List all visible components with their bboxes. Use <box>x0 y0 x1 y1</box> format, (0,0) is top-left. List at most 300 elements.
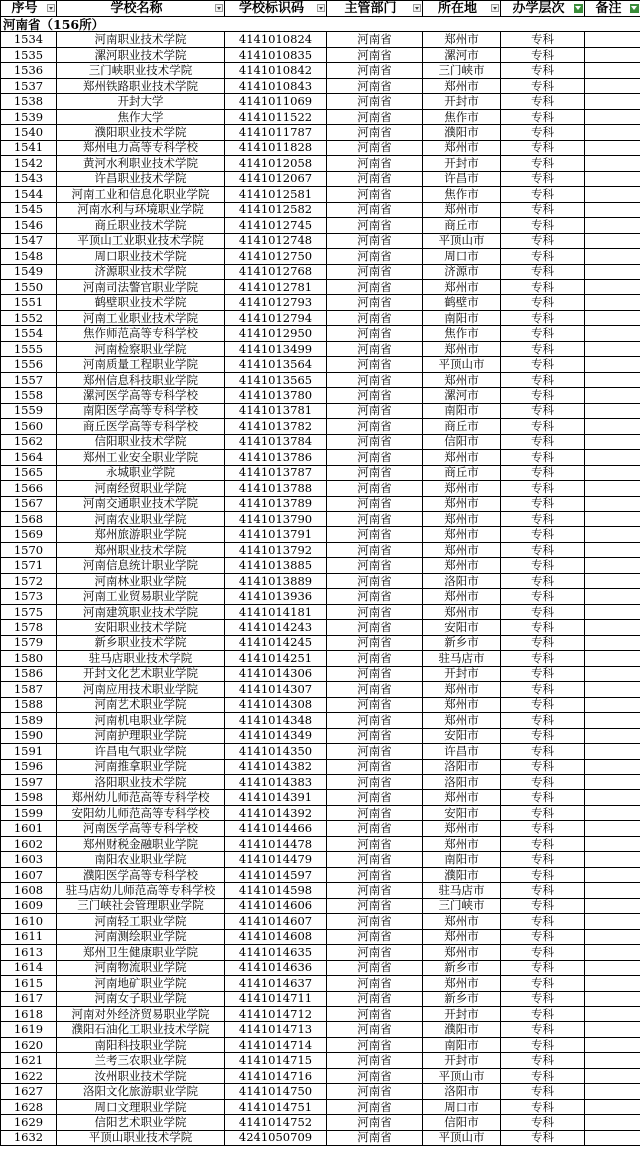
cell-seq: 1569 <box>1 527 57 542</box>
cell-location: 安阳市 <box>423 728 501 743</box>
table-row <box>1 341 640 356</box>
cell-level: 专科 <box>501 140 585 155</box>
cell-school-name: 河南农业职业学院 <box>57 512 225 527</box>
table-row <box>1 465 640 480</box>
cell-school-code: 4141014243 <box>225 620 327 635</box>
cell-school-name: 信阳职业技术学院 <box>57 434 225 449</box>
cell-seq: 1540 <box>1 125 57 140</box>
cell-location: 郑州市 <box>423 32 501 47</box>
cell-school-name: 河南女子职业学院 <box>57 991 225 1006</box>
cell-level: 专科 <box>501 976 585 991</box>
table-row <box>1 481 640 496</box>
cell-school-code: 4141014607 <box>225 914 327 929</box>
group-row <box>1 17 640 32</box>
table-body <box>1 17 640 1146</box>
cell-remark <box>585 821 640 836</box>
table-row <box>1 821 640 836</box>
cell-remark <box>585 1053 640 1068</box>
cell-location: 驻马店市 <box>423 883 501 898</box>
cell-remark <box>585 481 640 496</box>
cell-location: 郑州市 <box>423 945 501 960</box>
cell-remark <box>585 728 640 743</box>
cell-school-code: 4141011828 <box>225 140 327 155</box>
cell-location: 郑州市 <box>423 682 501 697</box>
cell-authority: 河南省 <box>327 883 423 898</box>
cell-school-name: 河南机电职业学院 <box>57 713 225 728</box>
cell-location: 濮阳市 <box>423 1022 501 1037</box>
table-row <box>1 682 640 697</box>
cell-remark <box>585 759 640 774</box>
cell-school-code: 4141013786 <box>225 450 327 465</box>
cell-school-code: 4141013784 <box>225 434 327 449</box>
header-row <box>1 1 640 17</box>
cell-level: 专科 <box>501 47 585 62</box>
cell-authority: 河南省 <box>327 635 423 650</box>
cell-remark <box>585 573 640 588</box>
cell-school-name: 河南信息统计职业学院 <box>57 558 225 573</box>
cell-school-code: 4141014712 <box>225 1007 327 1022</box>
table-row <box>1 1130 640 1145</box>
cell-authority: 河南省 <box>327 249 423 264</box>
cell-level: 专科 <box>501 156 585 171</box>
cell-authority: 河南省 <box>327 125 423 140</box>
cell-seq: 1535 <box>1 47 57 62</box>
cell-school-code: 4141014637 <box>225 976 327 991</box>
cell-seq: 1599 <box>1 805 57 820</box>
table-row <box>1 264 640 279</box>
cell-seq: 1611 <box>1 929 57 944</box>
cell-authority: 河南省 <box>327 326 423 341</box>
header-level-label: 办学层次 <box>512 1 565 16</box>
cell-level: 专科 <box>501 419 585 434</box>
table-row <box>1 1007 640 1022</box>
cell-school-name: 许昌电气职业学院 <box>57 744 225 759</box>
cell-authority: 河南省 <box>327 914 423 929</box>
table-row <box>1 836 640 851</box>
cell-school-code: 4141014251 <box>225 651 327 666</box>
cell-seq: 1554 <box>1 326 57 341</box>
cell-authority: 河南省 <box>327 1130 423 1145</box>
cell-remark <box>585 279 640 294</box>
cell-level: 专科 <box>501 233 585 248</box>
cell-school-name: 濮阳职业技术学院 <box>57 125 225 140</box>
cell-school-name: 河南工业职业技术学院 <box>57 310 225 325</box>
cell-school-name: 河南检察职业学院 <box>57 341 225 356</box>
cell-authority: 河南省 <box>327 821 423 836</box>
cell-school-name: 漯河医学高等专科学校 <box>57 388 225 403</box>
table-row <box>1 202 640 217</box>
cell-seq: 1557 <box>1 372 57 387</box>
cell-seq: 1608 <box>1 883 57 898</box>
filter-dropdown-icon[interactable] <box>47 4 55 12</box>
table-row <box>1 883 640 898</box>
cell-location: 商丘市 <box>423 419 501 434</box>
cell-location: 安阳市 <box>423 620 501 635</box>
cell-remark <box>585 140 640 155</box>
cell-school-code: 4141013885 <box>225 558 327 573</box>
cell-school-name: 河南质量工程职业学院 <box>57 357 225 372</box>
table-row <box>1 279 640 294</box>
cell-remark <box>585 372 640 387</box>
cell-school-name: 郑州工业安全职业学院 <box>57 450 225 465</box>
cell-level: 专科 <box>501 914 585 929</box>
cell-school-name: 汝州职业技术学院 <box>57 1068 225 1083</box>
cell-remark <box>585 527 640 542</box>
filter-dropdown-icon[interactable] <box>491 4 499 12</box>
cell-remark <box>585 496 640 511</box>
cell-location: 济源市 <box>423 264 501 279</box>
cell-location: 平顶山市 <box>423 1068 501 1083</box>
cell-location: 郑州市 <box>423 78 501 93</box>
cell-location: 郑州市 <box>423 914 501 929</box>
cell-school-name: 河南艺术职业学院 <box>57 697 225 712</box>
cell-authority: 河南省 <box>327 960 423 975</box>
table-row <box>1 1037 640 1052</box>
cell-school-name: 焦作大学 <box>57 109 225 124</box>
cell-authority: 河南省 <box>327 310 423 325</box>
cell-school-code: 4141013780 <box>225 388 327 403</box>
cell-school-code: 4141014606 <box>225 898 327 913</box>
cell-location: 平顶山市 <box>423 1130 501 1145</box>
header-authority-label: 主管部门 <box>344 1 397 16</box>
table-row <box>1 929 640 944</box>
cell-seq: 1549 <box>1 264 57 279</box>
cell-remark <box>585 976 640 991</box>
table-row <box>1 666 640 681</box>
cell-school-name: 郑州铁路职业技术学院 <box>57 78 225 93</box>
cell-seq: 1590 <box>1 728 57 743</box>
cell-location: 南阳市 <box>423 1037 501 1052</box>
cell-authority: 河南省 <box>327 171 423 186</box>
cell-authority: 河南省 <box>327 620 423 635</box>
cell-school-code: 4141013936 <box>225 589 327 604</box>
cell-authority: 河南省 <box>327 542 423 557</box>
cell-level: 专科 <box>501 867 585 882</box>
cell-remark <box>585 1084 640 1099</box>
cell-authority: 河南省 <box>327 805 423 820</box>
cell-school-code: 4141012745 <box>225 218 327 233</box>
group-label: 河南省（156所） <box>1 17 640 32</box>
table-row <box>1 620 640 635</box>
cell-authority: 河南省 <box>327 419 423 434</box>
cell-seq: 1580 <box>1 651 57 666</box>
cell-authority: 河南省 <box>327 372 423 387</box>
table-row <box>1 991 640 1006</box>
filter-dropdown-icon[interactable] <box>413 4 421 12</box>
table-row <box>1 651 640 666</box>
cell-location: 郑州市 <box>423 697 501 712</box>
cell-school-name: 河南推拿职业学院 <box>57 759 225 774</box>
cell-remark <box>585 898 640 913</box>
table-row <box>1 47 640 62</box>
table-row <box>1 867 640 882</box>
cell-school-name: 河南工业和信息化职业学院 <box>57 187 225 202</box>
cell-location: 洛阳市 <box>423 1084 501 1099</box>
cell-school-code: 4141012950 <box>225 326 327 341</box>
cell-seq: 1588 <box>1 697 57 712</box>
cell-remark <box>585 620 640 635</box>
cell-remark <box>585 852 640 867</box>
cell-seq: 1550 <box>1 279 57 294</box>
cell-location: 平顶山市 <box>423 233 501 248</box>
cell-remark <box>585 218 640 233</box>
cell-remark <box>585 1022 640 1037</box>
cell-level: 专科 <box>501 357 585 372</box>
cell-level: 专科 <box>501 1007 585 1022</box>
cell-level: 专科 <box>501 697 585 712</box>
cell-authority: 河南省 <box>327 434 423 449</box>
cell-school-name: 洛阳文化旅游职业学院 <box>57 1084 225 1099</box>
cell-authority: 河南省 <box>327 218 423 233</box>
cell-level: 专科 <box>501 512 585 527</box>
cell-location: 郑州市 <box>423 527 501 542</box>
table-row <box>1 372 640 387</box>
cell-remark <box>585 713 640 728</box>
cell-school-name: 河南工业贸易职业学院 <box>57 589 225 604</box>
cell-school-name: 郑州电力高等专科学校 <box>57 140 225 155</box>
filter-dropdown-icon[interactable] <box>215 4 223 12</box>
cell-level: 专科 <box>501 249 585 264</box>
cell-location: 郑州市 <box>423 202 501 217</box>
cell-school-code: 4141013792 <box>225 542 327 557</box>
cell-school-name: 河南测绘职业学院 <box>57 929 225 944</box>
cell-seq: 1589 <box>1 713 57 728</box>
cell-school-code: 4141012748 <box>225 233 327 248</box>
cell-authority: 河南省 <box>327 1007 423 1022</box>
cell-remark <box>585 651 640 666</box>
table-row <box>1 357 640 372</box>
filter-active-icon[interactable] <box>574 4 583 13</box>
cell-seq: 1548 <box>1 249 57 264</box>
cell-location: 平顶山市 <box>423 357 501 372</box>
cell-remark <box>585 388 640 403</box>
cell-authority: 河南省 <box>327 279 423 294</box>
cell-school-code: 4141014750 <box>225 1084 327 1099</box>
cell-school-code: 4141012793 <box>225 295 327 310</box>
cell-level: 专科 <box>501 171 585 186</box>
cell-location: 安阳市 <box>423 805 501 820</box>
table-row <box>1 976 640 991</box>
table-row <box>1 1022 640 1037</box>
cell-authority: 河南省 <box>327 202 423 217</box>
cell-school-code: 4141014382 <box>225 759 327 774</box>
cell-location: 郑州市 <box>423 450 501 465</box>
cell-location: 郑州市 <box>423 372 501 387</box>
cell-level: 专科 <box>501 496 585 511</box>
cell-level: 专科 <box>501 1084 585 1099</box>
cell-remark <box>585 109 640 124</box>
cell-authority: 河南省 <box>327 558 423 573</box>
cell-school-code: 4141014636 <box>225 960 327 975</box>
header-school-name <box>57 1 225 17</box>
cell-authority: 河南省 <box>327 47 423 62</box>
cell-level: 专科 <box>501 1115 585 1130</box>
cell-school-code: 4141011069 <box>225 94 327 109</box>
cell-authority: 河南省 <box>327 341 423 356</box>
table-row <box>1 604 640 619</box>
cell-level: 专科 <box>501 1099 585 1114</box>
cell-remark <box>585 357 640 372</box>
cell-school-code: 4141012768 <box>225 264 327 279</box>
table-row <box>1 527 640 542</box>
cell-seq: 1610 <box>1 914 57 929</box>
cell-remark <box>585 450 640 465</box>
cell-authority: 河南省 <box>327 496 423 511</box>
cell-location: 郑州市 <box>423 713 501 728</box>
cell-school-name: 平顶山工业职业技术学院 <box>57 233 225 248</box>
cell-remark <box>585 326 640 341</box>
cell-remark <box>585 47 640 62</box>
cell-level: 专科 <box>501 1053 585 1068</box>
cell-authority: 河南省 <box>327 1099 423 1114</box>
cell-seq: 1619 <box>1 1022 57 1037</box>
cell-authority: 河南省 <box>327 790 423 805</box>
cell-school-name: 商丘职业技术学院 <box>57 218 225 233</box>
table-row <box>1 32 640 47</box>
cell-level: 专科 <box>501 1068 585 1083</box>
cell-location: 郑州市 <box>423 929 501 944</box>
cell-school-name: 河南职业技术学院 <box>57 32 225 47</box>
table-row <box>1 914 640 929</box>
header-level <box>501 1 585 17</box>
table-row <box>1 63 640 78</box>
table-row <box>1 388 640 403</box>
cell-seq: 1586 <box>1 666 57 681</box>
cell-location: 郑州市 <box>423 279 501 294</box>
cell-level: 专科 <box>501 558 585 573</box>
cell-school-code: 4141013789 <box>225 496 327 511</box>
cell-school-code: 4141014307 <box>225 682 327 697</box>
cell-remark <box>585 542 640 557</box>
table-row <box>1 790 640 805</box>
cell-remark <box>585 94 640 109</box>
cell-school-code: 4141010842 <box>225 63 327 78</box>
cell-location: 开封市 <box>423 666 501 681</box>
cell-school-code: 4141014479 <box>225 852 327 867</box>
cell-authority: 河南省 <box>327 187 423 202</box>
cell-seq: 1543 <box>1 171 57 186</box>
cell-remark <box>585 434 640 449</box>
cell-remark <box>585 805 640 820</box>
cell-seq: 1598 <box>1 790 57 805</box>
cell-school-name: 周口文理职业学院 <box>57 1099 225 1114</box>
cell-seq: 1591 <box>1 744 57 759</box>
table-row <box>1 1053 640 1068</box>
cell-level: 专科 <box>501 929 585 944</box>
cell-school-code: 4141014597 <box>225 867 327 882</box>
cell-authority: 河南省 <box>327 589 423 604</box>
cell-authority: 河南省 <box>327 1068 423 1083</box>
cell-seq: 1570 <box>1 542 57 557</box>
cell-seq: 1541 <box>1 140 57 155</box>
table-row <box>1 249 640 264</box>
cell-school-name: 南阳科技职业学院 <box>57 1037 225 1052</box>
cell-school-code: 4141012794 <box>225 310 327 325</box>
cell-level: 专科 <box>501 991 585 1006</box>
cell-school-code: 4141014181 <box>225 604 327 619</box>
cell-seq: 1587 <box>1 682 57 697</box>
cell-seq: 1596 <box>1 759 57 774</box>
cell-school-code: 4141012067 <box>225 171 327 186</box>
table-row <box>1 1068 640 1083</box>
cell-remark <box>585 635 640 650</box>
cell-seq: 1546 <box>1 218 57 233</box>
cell-seq: 1547 <box>1 233 57 248</box>
cell-location: 驻马店市 <box>423 651 501 666</box>
table-row <box>1 326 640 341</box>
cell-school-name: 三门峡职业技术学院 <box>57 63 225 78</box>
cell-remark <box>585 187 640 202</box>
cell-location: 洛阳市 <box>423 759 501 774</box>
table-row <box>1 744 640 759</box>
cell-authority: 河南省 <box>327 140 423 155</box>
cell-location: 开封市 <box>423 156 501 171</box>
table-row <box>1 635 640 650</box>
cell-authority: 河南省 <box>327 403 423 418</box>
cell-location: 新乡市 <box>423 635 501 650</box>
table-row <box>1 542 640 557</box>
cell-level: 专科 <box>501 728 585 743</box>
filter-active-icon[interactable] <box>630 4 639 13</box>
cell-seq: 1556 <box>1 357 57 372</box>
cell-school-name: 河南轻工职业学院 <box>57 914 225 929</box>
cell-location: 开封市 <box>423 94 501 109</box>
cell-authority: 河南省 <box>327 774 423 789</box>
cell-school-name: 开封文化艺术职业学院 <box>57 666 225 681</box>
cell-seq: 1597 <box>1 774 57 789</box>
cell-school-code: 4141012781 <box>225 279 327 294</box>
cell-level: 专科 <box>501 310 585 325</box>
cell-remark <box>585 32 640 47</box>
cell-authority: 河南省 <box>327 32 423 47</box>
cell-school-name: 河南经贸职业学院 <box>57 481 225 496</box>
cell-level: 专科 <box>501 589 585 604</box>
cell-location: 洛阳市 <box>423 774 501 789</box>
cell-location: 南阳市 <box>423 852 501 867</box>
header-school-name-label: 学校名称 <box>110 1 163 16</box>
cell-level: 专科 <box>501 898 585 913</box>
cell-location: 信阳市 <box>423 434 501 449</box>
cell-school-name: 郑州职业技术学院 <box>57 542 225 557</box>
cell-level: 专科 <box>501 960 585 975</box>
table-row <box>1 697 640 712</box>
cell-remark <box>585 1007 640 1022</box>
cell-seq: 1565 <box>1 465 57 480</box>
cell-authority: 河南省 <box>327 945 423 960</box>
filter-dropdown-icon[interactable] <box>317 4 325 12</box>
cell-school-name: 三门峡社会管理职业学院 <box>57 898 225 913</box>
header-remark <box>585 1 640 17</box>
cell-remark <box>585 1130 640 1145</box>
cell-level: 专科 <box>501 450 585 465</box>
cell-location: 许昌市 <box>423 171 501 186</box>
cell-level: 专科 <box>501 836 585 851</box>
cell-seq: 1545 <box>1 202 57 217</box>
header-seq-label: 序号 <box>11 1 38 16</box>
cell-level: 专科 <box>501 295 585 310</box>
table-row <box>1 558 640 573</box>
cell-seq: 1560 <box>1 419 57 434</box>
cell-seq: 1551 <box>1 295 57 310</box>
cell-school-code: 4141013790 <box>225 512 327 527</box>
cell-level: 专科 <box>501 94 585 109</box>
cell-seq: 1567 <box>1 496 57 511</box>
cell-school-code: 4141012582 <box>225 202 327 217</box>
table-row <box>1 589 640 604</box>
cell-school-code: 4141011787 <box>225 125 327 140</box>
cell-seq: 1542 <box>1 156 57 171</box>
cell-remark <box>585 512 640 527</box>
